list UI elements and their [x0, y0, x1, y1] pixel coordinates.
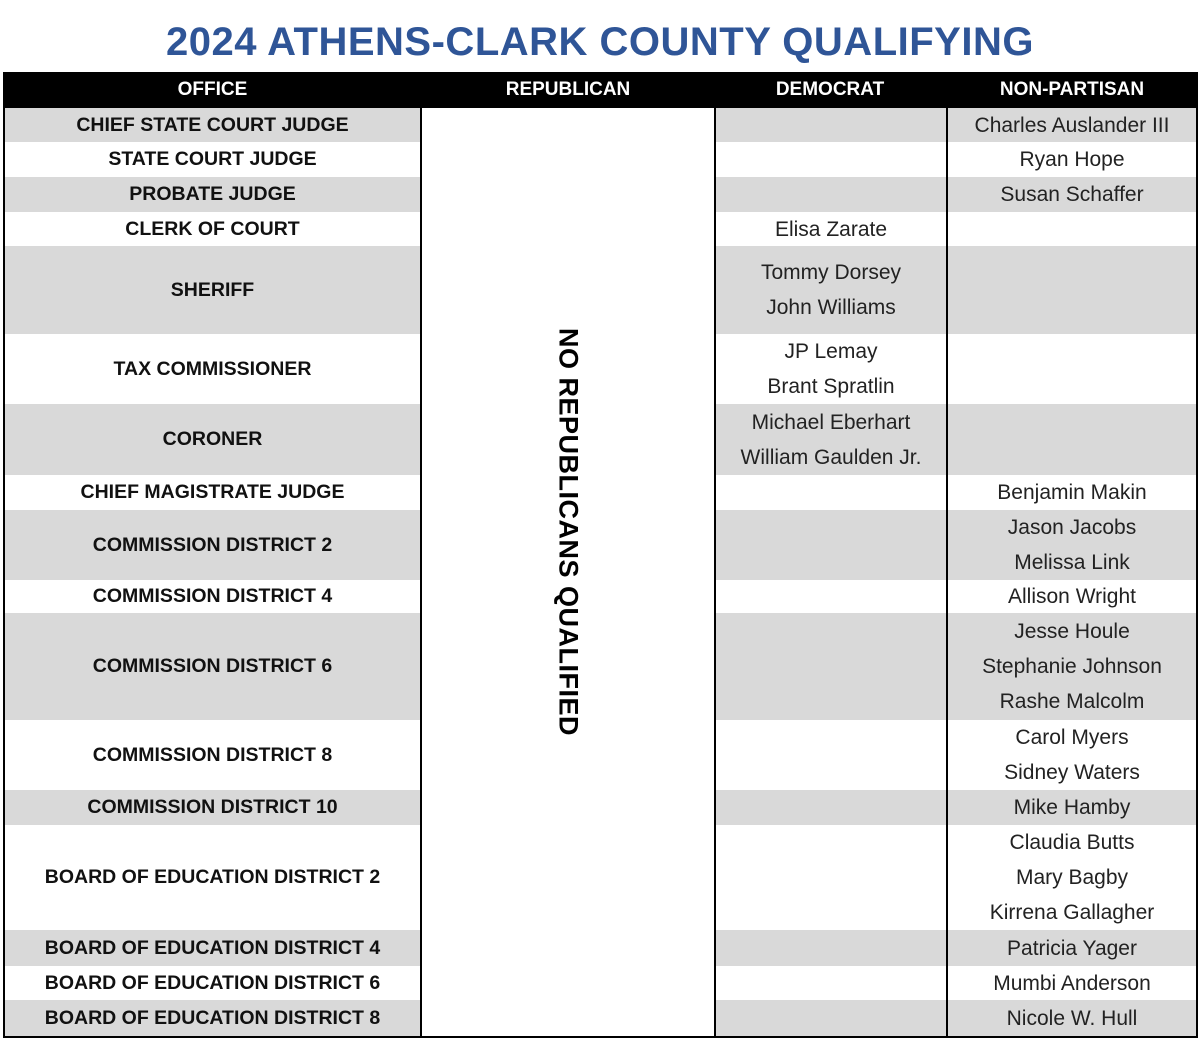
office-name: BOARD OF EDUCATION DISTRICT 4	[44, 936, 381, 959]
office-name: BOARD OF EDUCATION DISTRICT 8	[44, 1006, 381, 1029]
office-name: COMMISSION DISTRICT 10	[87, 796, 338, 818]
democrat-cell	[716, 246, 946, 334]
candidate-name: Stephanie Johnson	[982, 655, 1162, 678]
office-name: BOARD OF EDUCATION DISTRICT 6	[44, 971, 381, 994]
nonpartisan-cell	[948, 825, 1196, 930]
office-name: COMMISSION DISTRICT 2	[92, 533, 333, 556]
office-cell	[5, 613, 420, 720]
candidate-name: Patricia Yager	[1007, 936, 1137, 960]
democrat-cell	[716, 1000, 946, 1036]
nonpartisan-cell	[948, 475, 1196, 510]
nonpartisan-cell	[948, 212, 1196, 246]
office-cell	[5, 720, 420, 790]
nonpartisan-cell	[948, 790, 1196, 825]
office-cell	[5, 510, 420, 580]
office-name: COMMISSION DISTRICT 6	[92, 655, 333, 677]
nonpartisan-cell	[948, 1000, 1196, 1036]
democrat-cell	[716, 580, 946, 613]
candidate-name: Nicole W. Hull	[1006, 1006, 1138, 1030]
candidate-name: Benjamin Makin	[997, 481, 1147, 504]
candidate-name: Elisa Zarate	[774, 217, 888, 241]
democrat-cell	[716, 108, 946, 142]
nonpartisan-cell	[948, 613, 1196, 720]
candidate-name: Michael Eberhart	[751, 410, 911, 434]
nonpartisan-cell	[948, 246, 1196, 334]
office-cell	[5, 177, 420, 212]
democrat-cell	[716, 142, 946, 177]
democrat-cell	[716, 404, 946, 475]
office-cell	[5, 142, 420, 177]
office-cell	[5, 966, 420, 1000]
nonpartisan-cell	[948, 510, 1196, 580]
democrat-cell	[716, 475, 946, 510]
democrat-cell	[716, 966, 946, 1000]
office-name: STATE COURT JUDGE	[108, 148, 317, 170]
candidate-name: Rashe Malcolm	[999, 690, 1145, 713]
candidate-name: Brant Spratlin	[767, 375, 895, 398]
candidate-name: Charles Auslander III	[974, 113, 1170, 137]
candidate-name: Claudia Butts	[1009, 831, 1135, 854]
democrat-cell	[716, 212, 946, 246]
office-name: BOARD OF EDUCATION DISTRICT 2	[44, 866, 381, 888]
democrat-cell	[716, 613, 946, 720]
nonpartisan-cell	[948, 108, 1196, 142]
header-nonpartisan: NON-PARTISAN	[999, 79, 1145, 100]
candidate-name: Sidney Waters	[1004, 761, 1140, 784]
header-republican: REPUBLICAN	[505, 79, 631, 100]
office-cell	[5, 790, 420, 825]
candidate-name: John Williams	[766, 296, 896, 319]
democrat-cell	[716, 790, 946, 825]
democrat-cell	[716, 825, 946, 930]
office-cell	[5, 404, 420, 475]
table-header	[3, 72, 1198, 108]
candidate-name: Melissa Link	[1014, 551, 1130, 574]
nonpartisan-cell	[948, 404, 1196, 475]
democrat-cell	[716, 930, 946, 966]
candidate-name: William Gaulden Jr.	[740, 445, 922, 469]
office-name: CHIEF STATE COURT JUDGE	[76, 113, 349, 136]
office-cell	[5, 475, 420, 510]
nonpartisan-cell	[948, 177, 1196, 212]
nonpartisan-cell	[948, 720, 1196, 790]
candidate-name: Jason Jacobs	[1007, 516, 1137, 539]
republican-column	[422, 108, 714, 1036]
office-cell	[5, 212, 420, 246]
nonpartisan-cell	[948, 930, 1196, 966]
candidate-name: Ryan Hope	[1019, 148, 1125, 171]
office-name: COMMISSION DISTRICT 8	[92, 743, 333, 766]
office-cell	[5, 930, 420, 966]
candidate-name: Tommy Dorsey	[760, 261, 902, 284]
nonpartisan-cell	[948, 966, 1196, 1000]
candidate-name: Kirrena Gallagher	[989, 901, 1155, 924]
page-title: 2024 ATHENS-CLARK COUNTY QUALIFYING	[166, 20, 1034, 64]
candidate-name: Mary Bagby	[1015, 866, 1129, 889]
candidate-name: Mumbi Anderson	[993, 971, 1151, 995]
office-cell	[5, 334, 420, 404]
candidate-name: Carol Myers	[1015, 726, 1129, 749]
candidate-name: Jesse Houle	[1014, 620, 1130, 643]
office-cell	[5, 825, 420, 930]
no-republicans-note: NO REPUBLICANS QUALIFIED	[553, 327, 584, 736]
democrat-cell	[716, 510, 946, 580]
office-name: SHERIFF	[170, 278, 255, 301]
office-cell	[5, 246, 420, 334]
democrat-cell	[716, 177, 946, 212]
header-democrat: DEMOCRAT	[775, 79, 885, 100]
qualifying-table	[3, 108, 1198, 1038]
candidate-name: JP Lemay	[784, 340, 878, 363]
office-name: CHIEF MAGISTRATE JUDGE	[80, 481, 345, 503]
nonpartisan-cell	[948, 142, 1196, 177]
democrat-cell	[716, 334, 946, 404]
office-name: COMMISSION DISTRICT 4	[92, 585, 333, 607]
nonpartisan-cell	[948, 334, 1196, 404]
office-cell	[5, 1000, 420, 1036]
office-name: PROBATE JUDGE	[129, 183, 296, 205]
office-name: CLERK OF COURT	[125, 217, 300, 240]
candidate-name: Susan Schaffer	[1000, 183, 1144, 206]
office-name: CORONER	[162, 428, 263, 450]
office-name: TAX COMMISSIONER	[113, 357, 312, 380]
office-cell	[5, 108, 420, 142]
office-cell	[5, 580, 420, 613]
nonpartisan-cell	[948, 580, 1196, 613]
candidate-name: Allison Wright	[1008, 585, 1136, 608]
candidate-name: Mike Hamby	[1013, 796, 1131, 819]
header-office: OFFICE	[177, 79, 248, 100]
democrat-cell	[716, 720, 946, 790]
